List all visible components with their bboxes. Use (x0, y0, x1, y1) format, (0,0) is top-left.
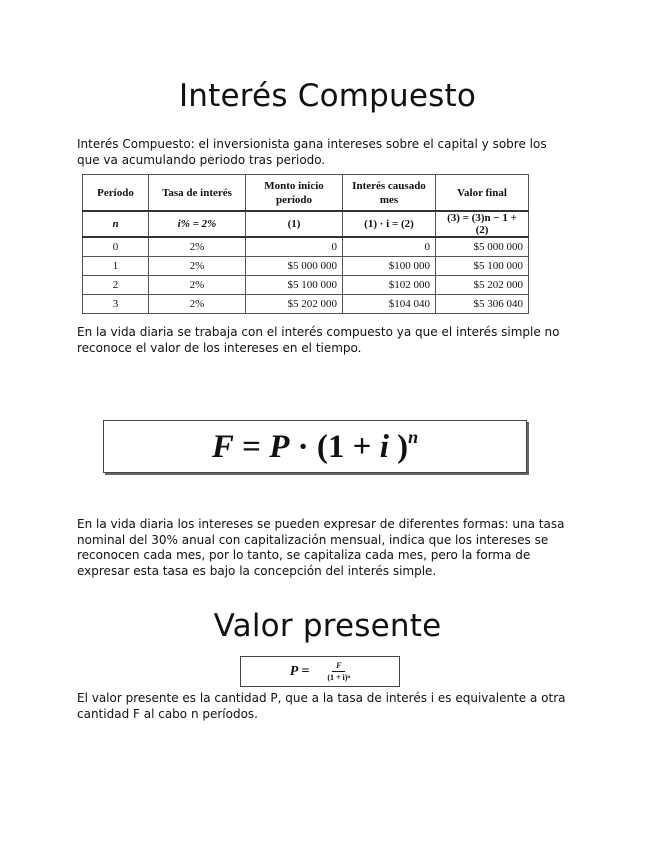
formula-dot: · (297, 429, 309, 465)
table-header: Tasa de interés (149, 175, 246, 212)
page-title: Interés Compuesto (178, 78, 477, 114)
table-cell: $5 100 000 (246, 276, 343, 295)
formula2-denominator: (1 + i)ⁿ (327, 673, 351, 682)
table-header: Monto inicio período (246, 175, 343, 212)
table-cell: $5 000 000 (436, 237, 529, 257)
table-cell: $102 000 (343, 276, 436, 295)
formula-equals: = (242, 429, 261, 465)
table-subheader: i% = 2% (149, 211, 246, 237)
table-cell: 2% (149, 276, 246, 295)
table-subheader: (3) = (3)n − 1 + (2) (436, 211, 529, 237)
table-cell: 2% (149, 237, 246, 257)
formula-exponent: n (408, 427, 419, 447)
table-cell: 0 (343, 237, 436, 257)
table-cell: 0 (246, 237, 343, 257)
formula-var-p: P (269, 429, 290, 465)
section-heading-present-value: Valor presente (213, 608, 442, 644)
table-subheader-row (83, 211, 529, 237)
formula2-lhs: P = (289, 663, 310, 679)
table-header: Período (83, 175, 149, 212)
table-cell: 1 (83, 257, 149, 276)
table-row (83, 295, 529, 314)
formula2-numerator: F (332, 661, 345, 672)
present-value-formula (240, 656, 400, 687)
table-cell: $5 000 000 (246, 257, 343, 276)
table-row (83, 237, 529, 257)
compound-interest-formula (103, 420, 527, 473)
table-cell: $5 306 040 (436, 295, 529, 314)
formula-var-i: i (379, 429, 389, 465)
table-row (83, 257, 529, 276)
formula-expression (212, 427, 418, 466)
table-header: Valor final (436, 175, 529, 212)
formula-var-f: F (211, 429, 234, 465)
table-cell: $5 202 000 (246, 295, 343, 314)
table-header-row (83, 175, 529, 212)
table-cell: 2 (83, 276, 149, 295)
table-cell: 3 (83, 295, 149, 314)
table-cell: $100 000 (343, 257, 436, 276)
table-cell: $104 040 (343, 295, 436, 314)
table-subheader: (1) · i = (2) (343, 211, 436, 237)
table-header: Interés causado mes (343, 175, 436, 212)
intro-paragraph: Interés Compuesto: el inversionista gana intereses sobre el capital y sobre los que va acumulando periodo tras periodo. (77, 137, 547, 167)
table-cell: 0 (83, 237, 149, 257)
paragraph-present-value: El valor presente es la cantidad P, que a la tasa de interés i es equivalente a otra cantidad F al cabo n períodos. (77, 691, 566, 721)
table-row (83, 276, 529, 295)
table-cell: 2% (149, 257, 246, 276)
formula-paren-open: (1 + (316, 429, 372, 465)
compound-interest-table (82, 174, 529, 314)
paragraph-compound-usage: En la vida diaria se trabaja con el interés compuesto ya que el interés simple no reconoce el valor de los intereses en el tiempo. (77, 325, 560, 355)
table-cell: 2% (149, 295, 246, 314)
formula2-fraction (327, 661, 350, 682)
formula-paren-close: ) (397, 429, 409, 465)
table-subheader: n (83, 211, 149, 237)
table-subheader: (1) (246, 211, 343, 237)
table-cell: $5 202 000 (436, 276, 529, 295)
table-cell: $5 100 000 (436, 257, 529, 276)
paragraph-interest-rates: En la vida diaria los intereses se pueden expresar de diferentes formas: una tasa nominal del 30% anual con capitalización mensual, indica que los intereses se reconocen cada mes, por lo tanto, se capitaliza cada mes, pero la forma de expresar esta tasa es bajo la concepción del interés simple. (77, 517, 565, 578)
